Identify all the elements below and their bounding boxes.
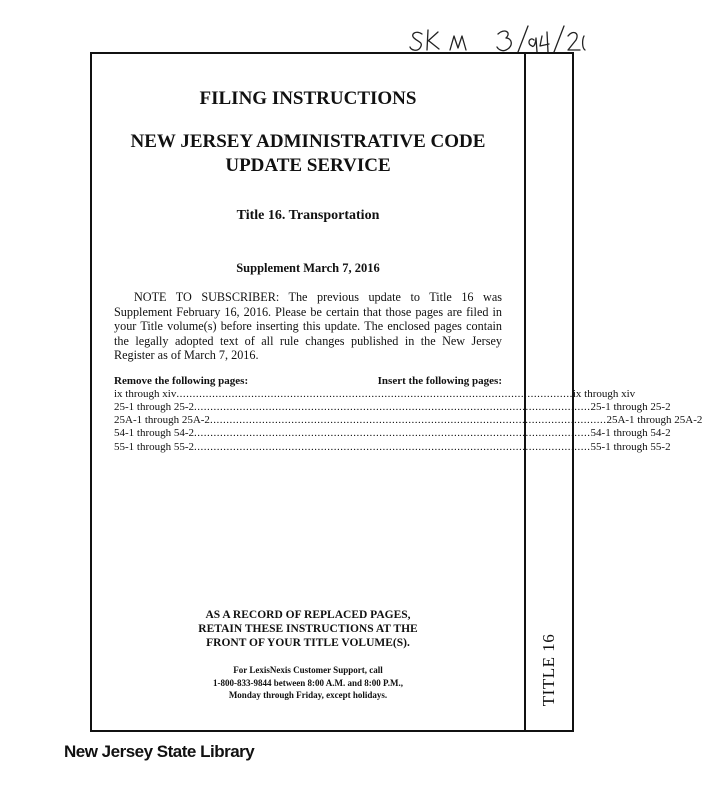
leader-dots: .......................................................................................................................... — [194, 427, 591, 440]
leader-dots: .......................................................................................................................... — [194, 440, 591, 453]
insert-pages: 25A-1 through 25A-2 — [606, 414, 702, 427]
remove-header: Remove the following pages: — [114, 374, 249, 387]
support-line-1: For LexisNexis Customer Support, call — [233, 665, 383, 675]
table-row — [114, 440, 671, 454]
title-name: Title 16. Transportation — [236, 208, 380, 223]
table-row — [114, 400, 671, 414]
supplement-date: Supplement March 7, 2016 — [236, 261, 380, 275]
retain-line-1: AS A RECORD OF REPLACED PAGES, — [205, 609, 411, 621]
pages-table-header — [114, 375, 502, 388]
support-line-3: Monday through Friday, except holidays. — [228, 690, 388, 700]
page-heading: FILING INSTRUCTIONS — [199, 88, 417, 109]
code-title — [114, 130, 502, 178]
insert-pages: 55-1 through 55-2 — [590, 440, 671, 453]
insert-header: Insert the following pages: — [377, 374, 502, 387]
remove-pages: 25A-1 through 25A-2 — [114, 414, 210, 427]
retain-notice — [114, 608, 502, 650]
library-footer: New Jersey State Library — [64, 742, 255, 761]
retain-line-3: FRONT OF YOUR TITLE VOLUME(S). — [206, 637, 410, 649]
instructions-content — [114, 88, 702, 454]
remove-pages: ix through xiv — [114, 387, 177, 400]
insert-pages: 54-1 through 54-2 — [590, 427, 671, 440]
remove-pages: 55-1 through 55-2 — [114, 440, 195, 453]
remove-pages: 25-1 through 25-2 — [114, 400, 195, 413]
insert-pages: 25-1 through 25-2 — [590, 400, 671, 413]
remove-pages: 54-1 through 54-2 — [114, 427, 195, 440]
leader-dots: .......................................................................................................................... — [194, 400, 591, 413]
code-title-line-1: NEW JERSEY ADMINISTRATIVE CODE — [130, 131, 486, 152]
insert-pages: ix through xiv — [572, 387, 636, 400]
code-title-line-2: UPDATE SERVICE — [225, 155, 391, 176]
bottom-notice — [114, 608, 502, 702]
retain-line-2: RETAIN THESE INSTRUCTIONS AT THE — [198, 623, 418, 635]
support-line-2: 1-800-833-9844 between 8:00 A.M. and 8:00 P.M., — [213, 677, 403, 688]
customer-support — [114, 664, 502, 702]
tab-label-text: TITLE 16 — [539, 633, 559, 707]
table-row — [114, 414, 702, 427]
title-tab — [534, 610, 564, 730]
subscriber-note: NOTE TO SUBSCRIBER: The previous update to Title 16 was Supplement February 16, 2016. Please be certain that those pages are filed in your Title volume(s) before inserting this update. The enclosed pages contain the legally adopted text of all rule changes published in the New Jersey Register as of March 7, 2016. — [114, 290, 502, 362]
leader-dots: .......................................................................................................................... — [176, 387, 573, 400]
table-row — [114, 427, 671, 440]
pages-table — [114, 374, 702, 454]
table-row — [114, 387, 636, 401]
instruction-sheet-frame — [90, 52, 702, 732]
leader-dots: .......................................................................................................................... — [209, 414, 607, 427]
